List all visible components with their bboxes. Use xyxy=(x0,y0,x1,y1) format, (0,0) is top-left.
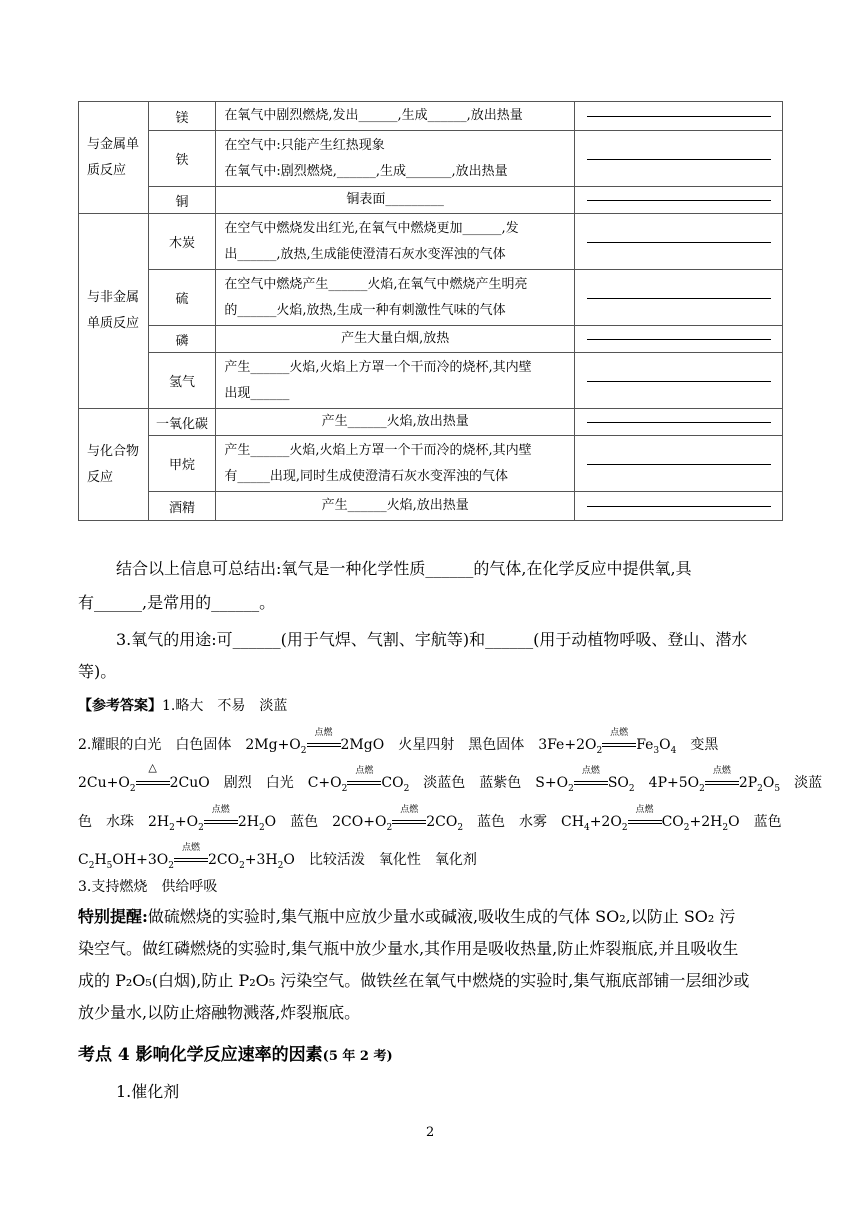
phenomenon-s: 在空气中燃烧产生______火焰,在氧气中燃烧产生明亮 的______火焰,放热,生成一种有刺激性气味的气体 xyxy=(216,270,575,326)
substance-h2: 氢气 xyxy=(148,353,216,409)
equation-blank xyxy=(575,409,783,436)
ignite-condition: 点燃 xyxy=(204,814,238,830)
phenomenon-mg: 在氧气中剧烈燃烧,发出______,生成______,放出热量 xyxy=(216,102,575,131)
substance-mg: 镁 xyxy=(148,102,216,131)
equation-blank xyxy=(575,326,783,353)
substance-co: 一氧化碳 xyxy=(148,409,216,436)
answer-label: 【参考答案】 xyxy=(78,698,162,714)
equation-blank xyxy=(575,353,783,409)
phenomenon-fe: 在空气中:只能产生红热现象 在氧气中:剧烈燃烧,______,生成_______,放出热量 xyxy=(216,131,575,187)
tip-label: 特别提醒: xyxy=(78,907,148,926)
phenomenon-c: 在空气中燃烧发出红光,在氧气中燃烧更加______,发 出______,放热,生成能使澄清石灰水变浑浊的气体 xyxy=(216,214,575,270)
equation-blank xyxy=(575,131,783,187)
uses-line-1: 3.氧气的用途:可______(用于气焊、气割、宇航等)和______(用于动植物呼吸、登山、潜水 xyxy=(116,630,748,649)
equation-blank xyxy=(575,436,783,492)
section-item: 1.催化剂 xyxy=(116,1082,180,1101)
answer-line-4: 色 水珠 $2H_2+O_2$ 点燃 $2H_2O$ 蓝色 $2CO+O_2$ 点燃 $2CO_2$ 蓝色 水雾 $CH_4+2O_2$ 点燃 $CO_2+2H_2O$ 蓝色 xyxy=(78,805,782,833)
phenomenon-alcohol: 产生______火焰,放出热量 xyxy=(216,492,575,521)
phenomenon-cu: 铜表面_________ xyxy=(216,187,575,214)
category-nonmetal: 与非金属单质反应 xyxy=(79,214,149,409)
substance-c: 木炭 xyxy=(148,214,216,270)
ignite-condition: 点燃 xyxy=(307,737,341,753)
phenomenon-ch4: 产生______火焰,火焰上方罩一个干而冷的烧杯,其内壁 有_____出现,同时生成使澄清石灰水变浑浊的气体 xyxy=(216,436,575,492)
heat-condition: △ xyxy=(136,775,170,791)
category-compound: 与化合物反应 xyxy=(79,409,149,521)
phenomenon-h2: 产生______火焰,火焰上方罩一个干而冷的烧杯,其内壁 出现______ xyxy=(216,353,575,409)
summary-line-1: 结合以上信息可总结出:氧气是一种化学性质______的气体,在化学反应中提供氧,具 xyxy=(116,559,692,578)
equation-blank xyxy=(575,214,783,270)
answer-1: 1.略大 不易 淡蓝 xyxy=(162,698,288,714)
ignite-condition: 点燃 xyxy=(574,775,608,791)
ignite-condition: 点燃 xyxy=(174,852,208,868)
answer-line-5: $C_2H_5OH+3O_2$ 点燃 $2CO_2+3H_2O$ 比较活泼 氧化性 氧化剂 xyxy=(78,843,477,871)
equation-blank xyxy=(575,187,783,214)
substance-p: 磷 xyxy=(148,326,216,353)
category-metal: 与金属单质反应 xyxy=(79,102,149,214)
summary-line-2: 有______,是常用的______。 xyxy=(78,593,276,612)
substance-s: 硫 xyxy=(148,270,216,326)
tip-block: 特别提醒:做硫燃烧的实验时,集气瓶中应放少量水或碱液,吸收生成的气体 SO₂,以防止 SO₂ 污 染空气。做红磷燃烧的实验时,集气瓶中放少量水,其作用是吸收热量,防止炸裂瓶底,并且吸收生 成的 P₂O₅(白烟),防止 P₂O₅ 污染空气。做铁丝在氧气中燃烧的实验时,集气瓶底部铺一层细沙或 放少量水,以防止熔融物溅落,炸裂瓶底。 xyxy=(78,907,750,1022)
substance-alcohol: 酒精 xyxy=(148,492,216,521)
ignite-condition: 点燃 xyxy=(705,775,739,791)
equation-blank xyxy=(575,270,783,326)
substance-ch4: 甲烷 xyxy=(148,436,216,492)
equation-blank xyxy=(575,102,783,131)
equation-blank xyxy=(575,492,783,521)
phenomenon-co: 产生______火焰,放出热量 xyxy=(216,409,575,436)
answer-line-2: 2.耀眼的白光 白色固体 $2Mg+O_2$ 点燃 2MgO 火星四射 黑色固体 $3Fe+2O_2$ 点燃 $Fe_3O_4$ 变黑 xyxy=(78,728,719,756)
substance-fe: 铁 xyxy=(148,131,216,187)
section-title: 考点 4 影响化学反应速率的因素(5 年 2 考) xyxy=(78,1045,393,1065)
answer-3: 3.支持燃烧 供给呼吸 xyxy=(78,879,218,895)
uses-line-2: 等)。 xyxy=(78,662,117,681)
answer-line-3: $2Cu+O_2$ △ 2CuO 剧烈 白光 $C+O_2$ 点燃 $CO_2$ 淡蓝色 蓝紫色 $S+O_2$ 点燃 $SO_2$ $4P+5O_2$ 点燃 $2P_2O_5$ 淡蓝 xyxy=(78,761,823,794)
phenomenon-p: 产生大量白烟,放热 xyxy=(216,326,575,353)
page-number: 2 xyxy=(426,1125,435,1140)
ignite-condition: 点燃 xyxy=(628,814,662,830)
ignite-condition: 点燃 xyxy=(392,814,426,830)
ignite-condition: 点燃 xyxy=(602,737,636,753)
substance-cu: 铜 xyxy=(148,187,216,214)
oxygen-reactions-table xyxy=(78,101,783,521)
ignite-condition: 点燃 xyxy=(347,775,381,791)
answer-line-1 xyxy=(78,695,287,715)
